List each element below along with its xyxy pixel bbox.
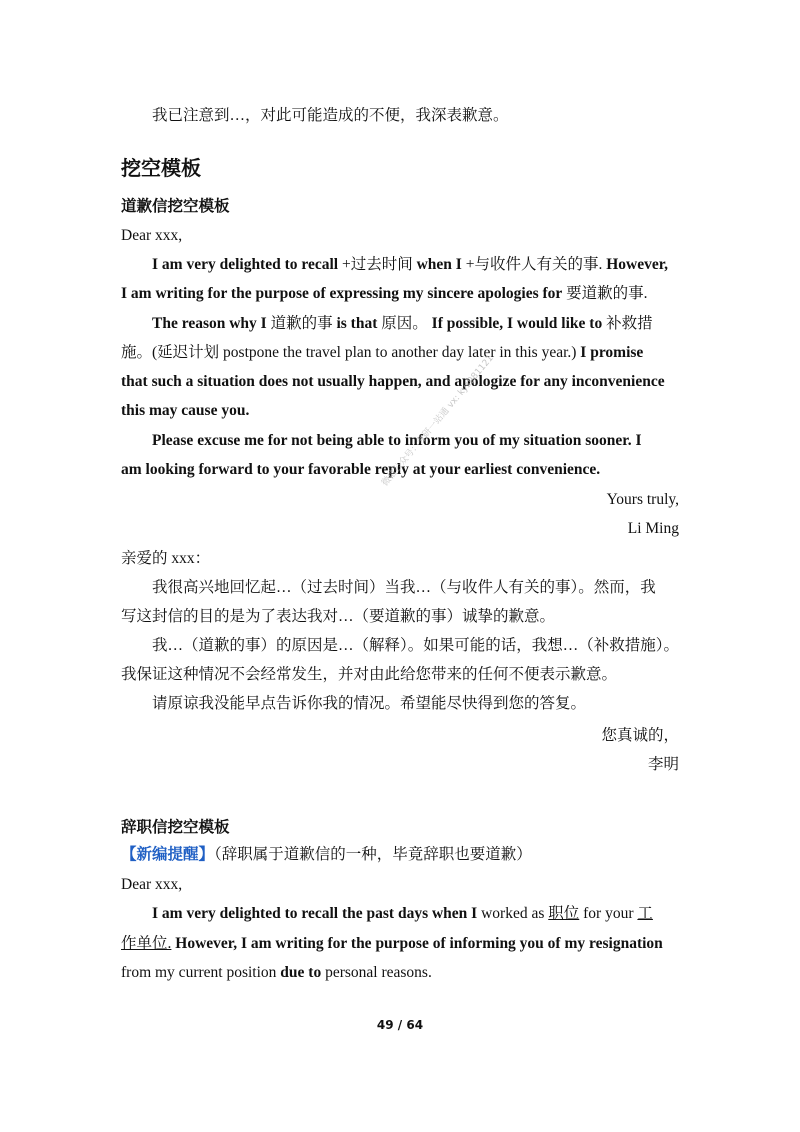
apology-paragraph-2-line-2 <box>121 343 643 363</box>
chinese-signature: 李明 <box>647 756 679 773</box>
apology-paragraph-2-line-1 <box>152 314 653 334</box>
resign-salutation: Dear xxx, <box>121 876 183 893</box>
resign-template-title: 辞职信挖空模板 <box>121 818 230 836</box>
text-span: due to <box>280 964 322 981</box>
chinese-salutation: 亲爱的 xxx： <box>121 550 211 567</box>
text-span: 道歉的事 <box>270 315 333 332</box>
resign-line-2 <box>121 934 663 954</box>
blank-workplace-start: 工 <box>637 905 653 922</box>
text-span: 施。(延迟计划 <box>121 344 220 361</box>
resign-line-3 <box>121 963 432 983</box>
text-span: I am very delighted to recall the past days when I <box>152 905 478 922</box>
chinese-line-2: 写这封信的目的是为了表达我对…（要道歉的事）诚挚的歉意。 <box>121 608 556 625</box>
text-span: 原因。 <box>381 315 428 332</box>
text-span: worked as <box>481 905 545 922</box>
text-span: However, <box>606 256 669 273</box>
chinese-line-3: 我…（道歉的事）的原因是…（解释）。如果可能的话，我想…（补救措施）。 <box>152 637 680 654</box>
text-span: postpone the travel plan to another day later in this year.) <box>223 344 577 361</box>
text-span: The reason why I <box>152 315 267 332</box>
watermark: 微信公众号：考研一站通 vx: kys981121 <box>380 353 496 489</box>
text-span: I am very delighted to recall <box>152 256 339 273</box>
resign-tip <box>121 845 532 865</box>
apology-paragraph-2-line-4: this may cause you. <box>121 402 250 419</box>
text-span: However, I am writing for the purpose of informing you of my resignation <box>175 935 663 952</box>
chinese-line-5: 请原谅我没能早点告诉你我的情况。希望能尽快得到您的答复。 <box>152 695 587 712</box>
text-span: I promise <box>580 344 644 361</box>
top-sentence: 我已注意到…，对此可能造成的不便，我深表歉意。 <box>152 107 509 124</box>
text-span: for your <box>583 905 634 922</box>
tip-text: （辞职属于道歉信的一种，毕竟辞职也要道歉） <box>214 846 532 863</box>
apology-template-title: 道歉信挖空模板 <box>121 197 230 215</box>
blank-workplace-end: 作单位. <box>121 935 172 952</box>
chinese-line-1: 我很高兴地回忆起…（过去时间）当我…（与收件人有关的事）。然而，我 <box>152 579 656 596</box>
tip-label: 【新编提醒】 <box>121 846 215 863</box>
chinese-closing: 您真诚的， <box>601 727 679 744</box>
chinese-line-4: 我保证这种情况不会经常发生，并对由此给您带来的任何不便表示歉意。 <box>121 666 618 683</box>
resign-line-1 <box>152 904 653 924</box>
text-span: personal reasons. <box>325 964 432 981</box>
text-span: If possible, I would like to <box>431 315 603 332</box>
apology-paragraph-3-line-1: Please excuse me for not being able to inform you of my situation sooner. I <box>152 432 642 449</box>
text-span: 补救措 <box>606 315 653 332</box>
apology-paragraph-2-line-3: that such a situation does not usually happen, and apologize for any inconvenience <box>121 373 665 390</box>
apology-signature: Li Ming <box>627 520 679 537</box>
apology-paragraph-3-line-2: am looking forward to your favorable reply at your earliest convenience. <box>121 461 601 478</box>
apology-paragraph-1-line-1 <box>152 255 668 275</box>
apology-paragraph-1-line-2 <box>121 284 648 304</box>
text-span: when I <box>416 256 462 273</box>
text-span: from my current position <box>121 964 277 981</box>
apology-salutation: Dear xxx, <box>121 227 183 244</box>
blank-position: 职位 <box>548 905 580 922</box>
text-span: I am writing for the purpose of expressing my sincere apologies for <box>121 285 563 302</box>
page-number: 49 / 64 <box>376 1018 424 1032</box>
text-span: is that <box>336 315 378 332</box>
text-span: 要道歉的事. <box>566 285 648 302</box>
apology-closing: Yours truly, <box>606 491 679 508</box>
text-span: +过去时间 <box>341 256 413 273</box>
section-title: 挖空模板 <box>121 156 201 180</box>
text-span: +与收件人有关的事. <box>465 256 603 273</box>
